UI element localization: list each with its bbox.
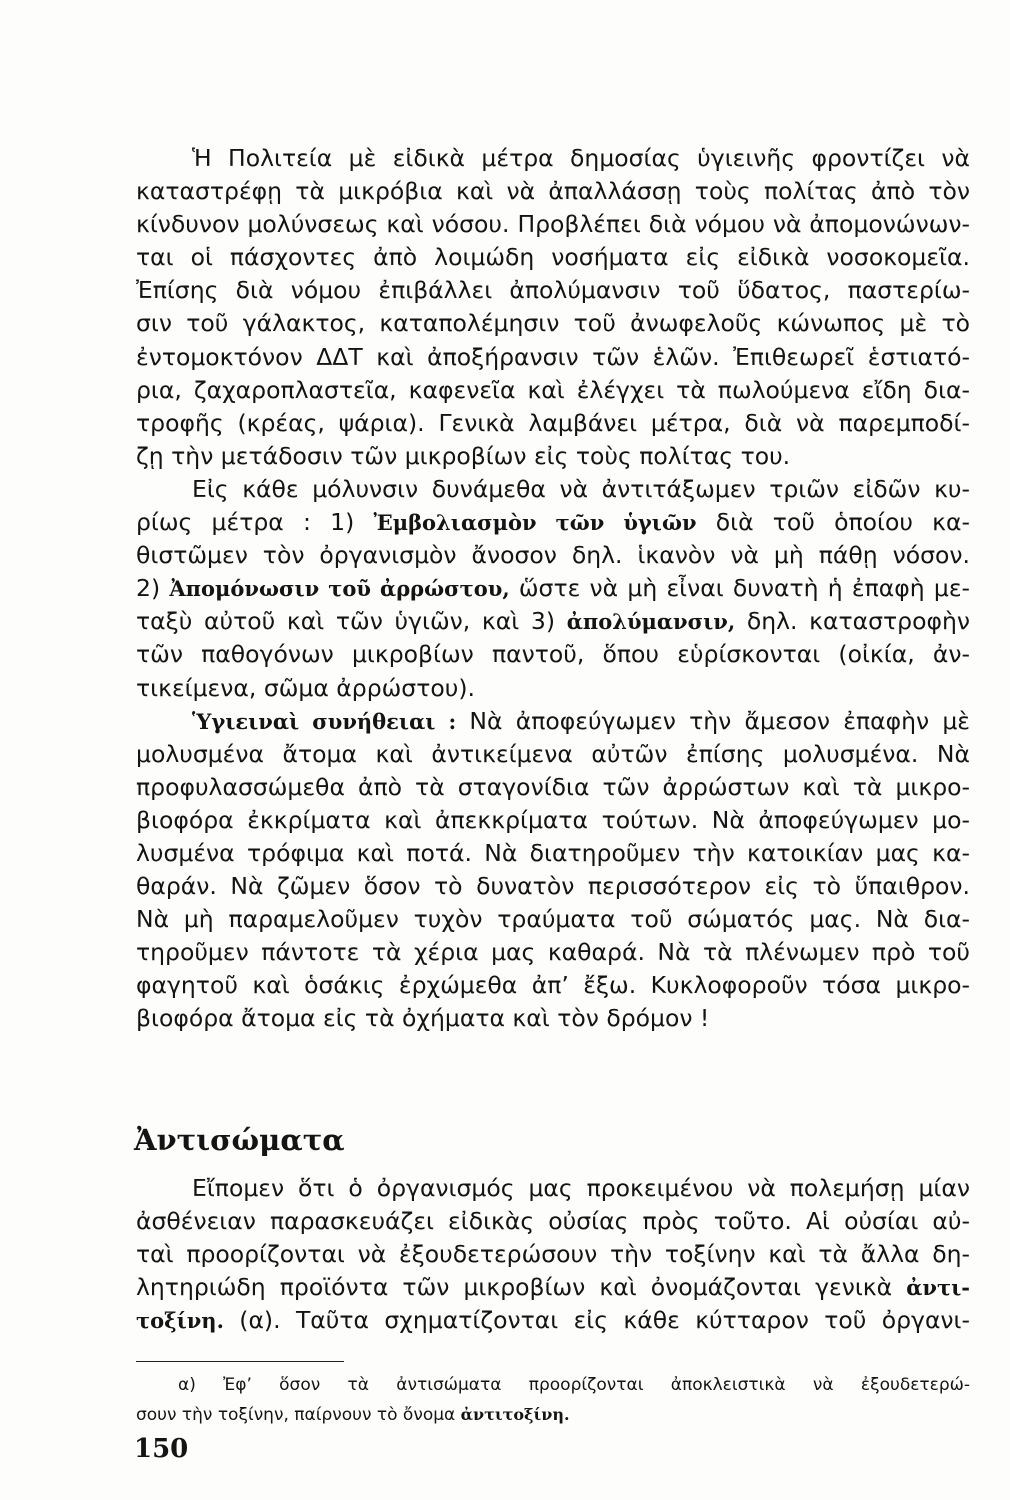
bold-term: τοξίνη.	[136, 1308, 224, 1334]
text-line: θιστῶμεν τὸν ὀργανισμὸν ἄνοσον δηλ. ἱκανὸν νὰ μὴ πάθῃ νόσον.	[136, 541, 970, 570]
text-run: ρίως μέτρα : 1)	[136, 508, 374, 537]
text-run: σουν τὴν τοξίνην, παίρνουν τὸ ὄνομα	[136, 1405, 461, 1425]
text-line: ρια, ζαχαροπλαστεῖα, καφενεῖα καὶ ἐλέγχει τὰ πωλούμενα εἴδη δια-	[136, 375, 970, 404]
text-line: βιοφόρα ἐκκρίματα καὶ ἀπεκκρίματα τούτων. Νὰ ἀποφεύγωμεν μο-	[136, 805, 970, 834]
text-line: ἀσθένειαν παρασκευάζει εἰδικὰς οὐσίας πρὸς τοῦτο. Αἱ οὐσίαι αὐ-	[136, 1207, 970, 1236]
bold-term: Ἐμβολιασμὸν τῶν ὑγιῶν	[373, 510, 697, 536]
text-line: λυσμένα τρόφιμα καὶ ποτά. Νὰ διατηροῦμεν τὴν κατοικίαν μας κα-	[136, 838, 970, 867]
bold-term: ἀπολύμανσιν,	[566, 609, 736, 635]
text-line	[136, 572, 970, 605]
text-run: διὰ τοῦ ὁποίου κα-	[696, 508, 970, 537]
text-line	[136, 1271, 970, 1304]
bold-term: Ἀπομόνωσιν τοῦ ἀρρώστου,	[169, 576, 510, 602]
text-line: Εἰς κάθε μόλυνσιν δυνάμεθα νὰ ἀντιτάξωμεν τριῶν εἰδῶν κυ-	[192, 474, 970, 503]
footnote-line: α) Ἐφ’ ὅσον τὰ ἀντισώματα προορίζονται ἀποκλειστικὰ νὰ ἐξουδετερώ-	[178, 1375, 970, 1395]
text-line	[136, 1304, 970, 1337]
text-line: θαράν. Νὰ ζῶμεν ὅσον τὸ δυνατὸν περισσότερον εἰς τὸ ὕπαιθρον.	[136, 872, 970, 901]
section-heading: Ἀντισώματα	[134, 1123, 345, 1157]
text-line	[136, 705, 970, 738]
text-line: τῶν παθογόνων μικροβίων παντοῦ, ὅπου εὑρίσκονται (οἰκία, ἀν-	[136, 640, 970, 669]
text-run: ταξὺ αὐτοῦ καὶ τῶν ὑγιῶν, καὶ 3)	[136, 607, 567, 636]
text-run: ὥστε νὰ μὴ εἶναι δυνατὴ ἡ ἐπαφὴ με-	[509, 574, 971, 603]
main-text	[136, 142, 970, 1036]
text-line: Νὰ μὴ παραμελοῦμεν τυχὸν τραύματα τοῦ σώματός μας. Νὰ δια-	[136, 905, 970, 934]
page-number: 150	[134, 1434, 189, 1464]
text-line: προφυλασσώμεθα ἀπὸ τὰ σταγονίδια τῶν ἀρρώστων καὶ τὰ μικρο-	[136, 772, 970, 801]
text-line: ζῃ τὴν μετάδοσιν τῶν μικροβίων εἰς τοὺς πολίτας του.	[136, 441, 791, 470]
text-run: δηλ. καταστροφὴν	[735, 607, 970, 636]
footnote	[136, 1370, 970, 1430]
text-line: τροφῆς (κρέας, ψάρια). Γενικὰ λαμβάνει μέτρα, διὰ νὰ παρεμποδί-	[136, 408, 970, 437]
text-line: ἐντομοκτόνον ΔΔΤ καὶ ἀποξήρανσιν τῶν ἑλῶν. Ἐπιθεωρεῖ ἑστιατό-	[136, 342, 970, 371]
text-run: 2)	[136, 574, 170, 603]
text-line	[136, 605, 970, 638]
text-line	[136, 506, 970, 539]
text-line: ται οἱ πάσχοντες ἀπὸ λοιμώδη νοσήματα εἰς εἰδικὰ νοσοκομεῖα.	[136, 243, 970, 272]
text-line: τικείμενα, σῶμα ἀρρώστου).	[136, 673, 475, 702]
text-line: βιοφόρα ἄτομα εἰς τὰ ὀχήματα καὶ τὸν δρόμον !	[136, 1004, 710, 1033]
text-line: καταστρέφῃ τὰ μικρόβια καὶ νὰ ἀπαλλάσσῃ τοὺς πολίτας ἀπὸ τὸν	[136, 177, 970, 206]
text-run: Νὰ ἀποφεύγωμεν τὴν ἄμεσον ἐπαφὴν μὲ	[456, 706, 970, 735]
text-line: Ἡ Πολιτεία μὲ εἰδικὰ μέτρα δημοσίας ὑγιεινῆς φροντίζει νὰ	[192, 144, 970, 172]
bold-term: ἀντιτοξίνη.	[460, 1405, 570, 1424]
text-line: Ἐπίσης διὰ νόμου ἐπιβάλλει ἀπολύμανσιν τοῦ ὕδατος, παστερίω-	[136, 276, 970, 305]
text-line: σιν τοῦ γάλακτος, καταπολέμησιν τοῦ ἀνωφελοῦς κώνωπος μὲ τὸ	[136, 309, 970, 338]
text-line: ταὶ προορίζονται νὰ ἐξουδετερώσουν τὴν τοξίνην καὶ τὰ ἄλλα δη-	[136, 1240, 970, 1269]
section-text	[136, 1172, 970, 1337]
bold-term: ἀντι-	[906, 1275, 970, 1301]
bold-term: Ὑγιειναὶ συνήθειαι :	[192, 708, 457, 734]
footnote-line	[136, 1400, 970, 1430]
footnote-divider	[136, 1361, 344, 1362]
text-run: (α). Ταῦτα σχηματίζονται εἰς κάθε κύτταρον τοῦ ὀργανι-	[223, 1306, 970, 1335]
text-line: τηροῦμεν πάντοτε τὰ χέρια μας καθαρά. Νὰ τὰ πλένωμεν πρὸ τοῦ	[136, 938, 970, 967]
text-line: Εἴπομεν ὅτι ὁ ὀργανισμός μας προκειμένου νὰ πολεμήσῃ μίαν	[192, 1174, 970, 1202]
text-run: λητηριώδη προϊόντα τῶν μικροβίων καὶ ὀνομάζονται γενικὰ	[136, 1273, 907, 1302]
text-line: κίνδυνον μολύνσεως καὶ νόσου. Προβλέπει διὰ νόμου νὰ ἀπομονώνων-	[136, 210, 970, 239]
text-line: μολυσμένα ἄτομα καὶ ἀντικείμενα αὐτῶν ἐπίσης μολυσμένα. Νὰ	[136, 739, 970, 768]
text-line: φαγητοῦ καὶ ὁσάκις ἐρχώμεθα ἀπ’ ἔξω. Κυκλοφοροῦν τόσα μικρο-	[136, 971, 970, 1000]
